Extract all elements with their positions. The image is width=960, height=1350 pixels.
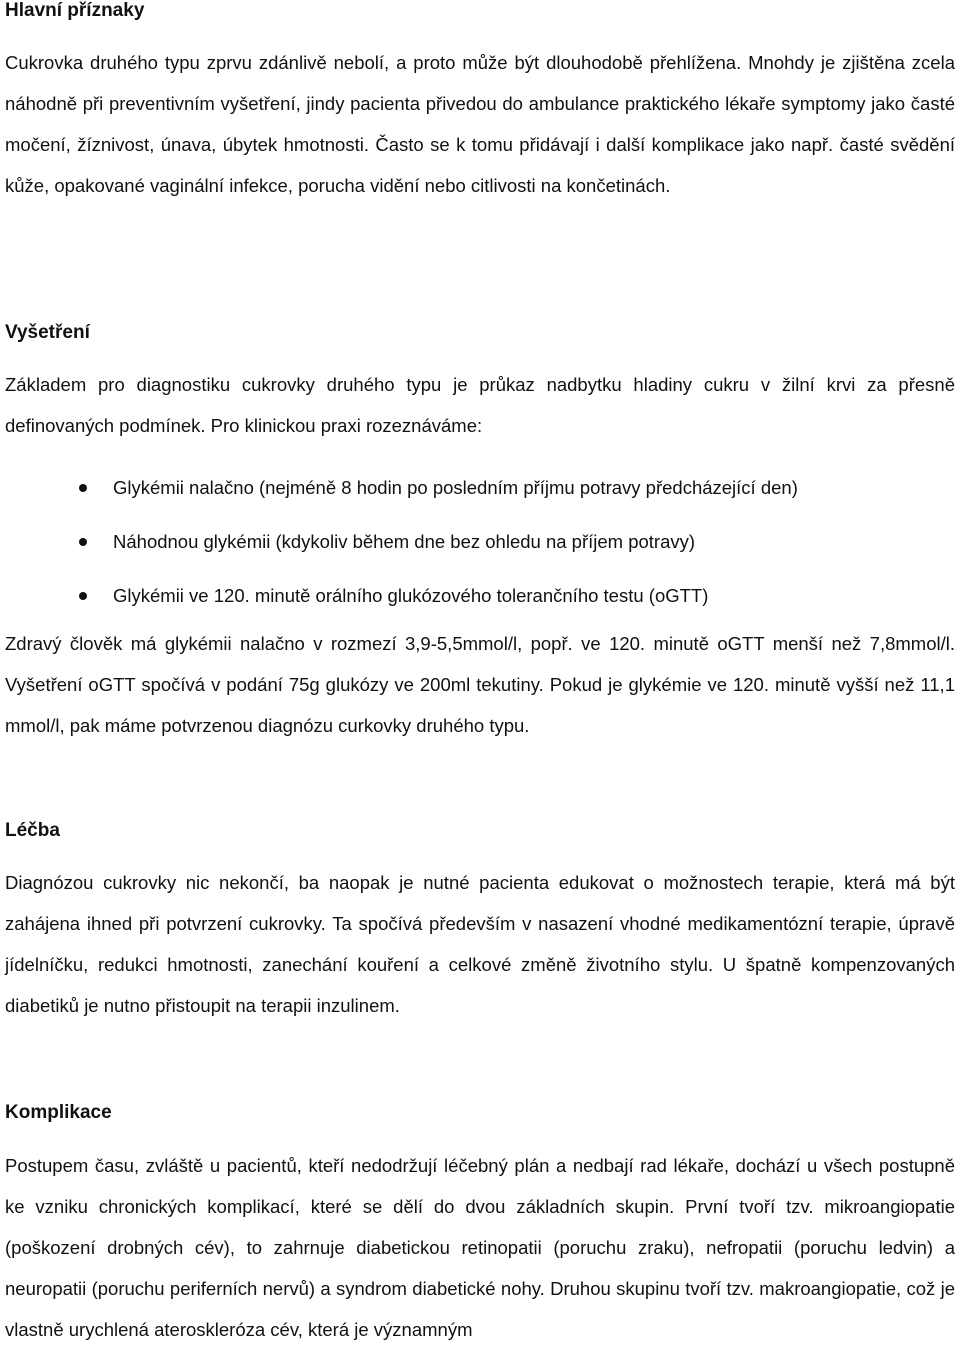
list-item	[5, 515, 955, 569]
list-item-text: Glykémii ve 120. minutě orálního glukózového tolerančního testu (oGTT)	[113, 585, 709, 606]
paragraph-exam-intro: Základem pro diagnostiku cukrovky druhého typu je průkaz nadbytku hladiny cukru v žilní krvi za přesně definovaných podmínek. Pro klinickou praxi rozeznáváme:	[5, 374, 955, 436]
list-item-text: Náhodnou glykémii (kdykoliv během dne bez ohledu na příjem potravy)	[113, 531, 696, 552]
paragraph-complications: Postupem času, zvláště u pacientů, kteří nedodržují léčebný plán a nedbají rad lékaře, dochází u všech postupně ke vzniku chronických komplikací, které se dělí do dvou základních skupin. První tvoří tzv. mikroangiopatie (poškození drobných cév), to zahrnuje diabetickou retinopatii (poruchu zraku), nefropatii (poruchu ledvin) a neuropatii (poruchu periferních nervů) a syndrom diabetické nohy. Druhou skupinu tvoří tzv. makroangiopatie, což je vlastně urychlená ateroskleróza cév, která je významným	[5, 1155, 955, 1340]
list-item-text: Glykémii nalačno (nejméně 8 hodin po posledním příjmu potravy předcházející den)	[113, 477, 798, 498]
paragraph-exam-details: Zdravý člověk má glykémii nalačno v rozmezí 3,9-5,5mmol/l, popř. ve 120. minutě oGTT menší než 7,8mmol/l. Vyšetření oGTT spočívá v podání 75g glukózy ve 200ml tekutiny. Pokud je glykémie ve 120. minutě vyšší než 11,1 mmol/l, pak máme potvrzenou diagnózu curkovky druhého typu.	[5, 633, 955, 736]
paragraph-therapy: Diagnózou cukrovky nic nekončí, ba naopak je nutné pacienta edukovat o možnostech terapie, která má být zahájena ihned při potvrzení cukrovky. Ta spočívá především v nasazení vhodné medikamentózní terapie, úpravě jídelníčku, redukci hmotnosti, zanechání kouření a celkové změně životního stylu. U špatně kompenzovaných diabetiků je nutno přistoupit na terapii inzulinem.	[5, 872, 955, 1016]
bullet-icon	[79, 592, 87, 600]
exam-bullet-list	[5, 461, 955, 623]
bullet-icon	[79, 538, 87, 546]
bullet-icon	[79, 484, 87, 492]
paragraph-symptoms: Cukrovka druhého typu zprvu zdánlivě nebolí, a proto může být dlouhodobě přehlížena. Mnohdy je zjištěna zcela náhodně při preventivním vyšetření, jindy pacienta přivedou do ambulance praktického lékaře symptomy jako časté močení, žíznivost, únava, úbytek hmotnosti. Často se k tomu přidávají i další komplikace jako např. časté svědění kůže, opakované vaginální infekce, porucha vidění nebo citlivosti na končetinách.	[5, 52, 955, 196]
list-item	[5, 569, 955, 623]
list-item	[5, 461, 955, 515]
heading-therapy: Léčba	[5, 820, 60, 841]
heading-complications: Komplikace	[5, 1102, 112, 1123]
heading-symptoms: Hlavní příznaky	[5, 0, 145, 21]
heading-exam: Vyšetření	[5, 322, 90, 343]
